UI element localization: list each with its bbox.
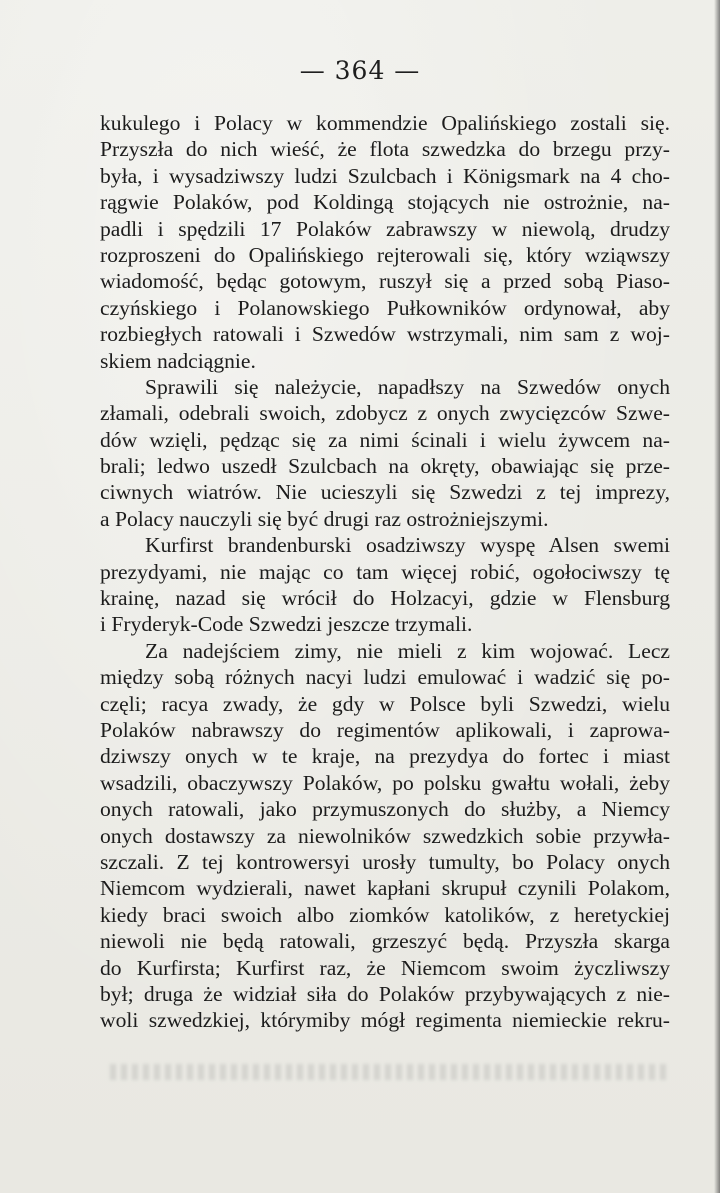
text-line: Niemcom wydzierali, nawet kapłani skrupuł czynili Polakom, — [100, 876, 670, 901]
text-line: brali; ledwo uszedł Szulcbach na okręty, obawiając się prze- — [100, 454, 670, 479]
page-number: — 364 — — [299, 56, 421, 85]
text-line: i Fryderyk-Code Szwedzi jeszcze trzymali. — [100, 612, 473, 637]
text-line: a Polacy nauczyli się być drugi raz ostrożniejszymi. — [100, 506, 549, 531]
text-line: kukulego i Polacy w kommendzie Opalińskiego zostali się. — [100, 111, 670, 135]
text-line: między sobą różnych nacyi ludzi emulować i wadzić się po- — [100, 665, 670, 690]
text-line: prezydyami, nie mając co tam więcej robić, ogołociwszy tę — [100, 559, 670, 584]
text-line: czyńskiego i Polanowskiego Pułkowników ordynował, aby — [100, 295, 670, 320]
text-line: onych ratowali, jako przymuszonych do służby, a Niemcy — [100, 797, 670, 822]
text-line: woli szwedzkiej, którymiby mógł regimenta niemieckie rekru- — [100, 1008, 670, 1033]
text-line: krainę, nazad się wrócił do Holzacyi, gdzie w Flensburg — [100, 586, 670, 611]
page-edge-shadow — [714, 0, 720, 1193]
text-line: Kurfirst brandenburski osadziwszy wyspę Alsen swemi — [145, 533, 670, 558]
text-line: był; druga że widział siła do Polaków przybywających z nie- — [100, 981, 670, 1006]
text-line: dziwszy onych w te kraje, na prezydya do fortec i miast — [100, 744, 670, 769]
text-line: rozproszeni do Opalińskiego rejterowali się, który wziąwszy — [100, 242, 670, 267]
text-line: skiem nadciągnie. — [100, 348, 256, 373]
text-line: dów wzięli, pędząc się za nimi ścinali i wielu żywcem na- — [100, 427, 670, 452]
text-line: Polaków nabrawszy do regimentów aplikowali, i zaprowa- — [100, 717, 670, 742]
text-line: szczali. Z tej kontrowersyi urosły tumulty, bo Polacy onych — [100, 849, 670, 874]
text-line: wiadomość, będąc gotowym, ruszył się a przed sobą Piaso- — [100, 269, 670, 294]
text-line: do Kurfirsta; Kurfirst raz, że Niemcom swoim życzliwszy — [100, 955, 670, 980]
text-line: rągwie Polaków, pod Koldingą stojących nie ostrożnie, na- — [100, 190, 670, 215]
text-line: ciwnych wiatrów. Nie ucieszyli się Szwedzi z tej imprezy, — [100, 480, 670, 505]
text-line: onych dostawszy za niewolników szwedzkich sobie przywła- — [100, 823, 670, 848]
body-text — [100, 110, 670, 1034]
text-line: wsadzili, obaczywszy Polaków, po polsku gwałtu wołali, żeby — [100, 770, 670, 795]
text-line: częli; racya zwady, że gdy w Polsce byli Szwedzi, wielu — [100, 691, 670, 716]
text-line: rozbiegłych ratowali i Szwedów wstrzymali, nim sam z woj- — [100, 322, 670, 347]
text-line: była, i wysadziwszy ludzi Szulcbach i Königsmark na 4 cho- — [100, 163, 670, 188]
bleed-through-shadow — [110, 1064, 670, 1080]
text-line: niewoli nie będą ratowali, grzeszyć będą. Przyszła skarga — [100, 929, 670, 954]
text-line: kiedy braci swoich albo ziomków katolików, z heretyckiej — [100, 902, 670, 927]
text-line: Sprawili się należycie, napadłszy na Szwedów onych — [145, 374, 670, 399]
text-line: złamali, odebrali swoich, zdobycz z onych zwycięzców Szwe- — [100, 401, 670, 426]
text-line: padli i spędzili 17 Polaków zabrawszy w niewolą, drudzy — [100, 216, 670, 241]
text-line: Przyszła do nich wieść, że flota szwedzka do brzegu przy- — [100, 137, 670, 162]
text-line: Za nadejściem zimy, nie mieli z kim wojować. Lecz — [145, 638, 670, 663]
